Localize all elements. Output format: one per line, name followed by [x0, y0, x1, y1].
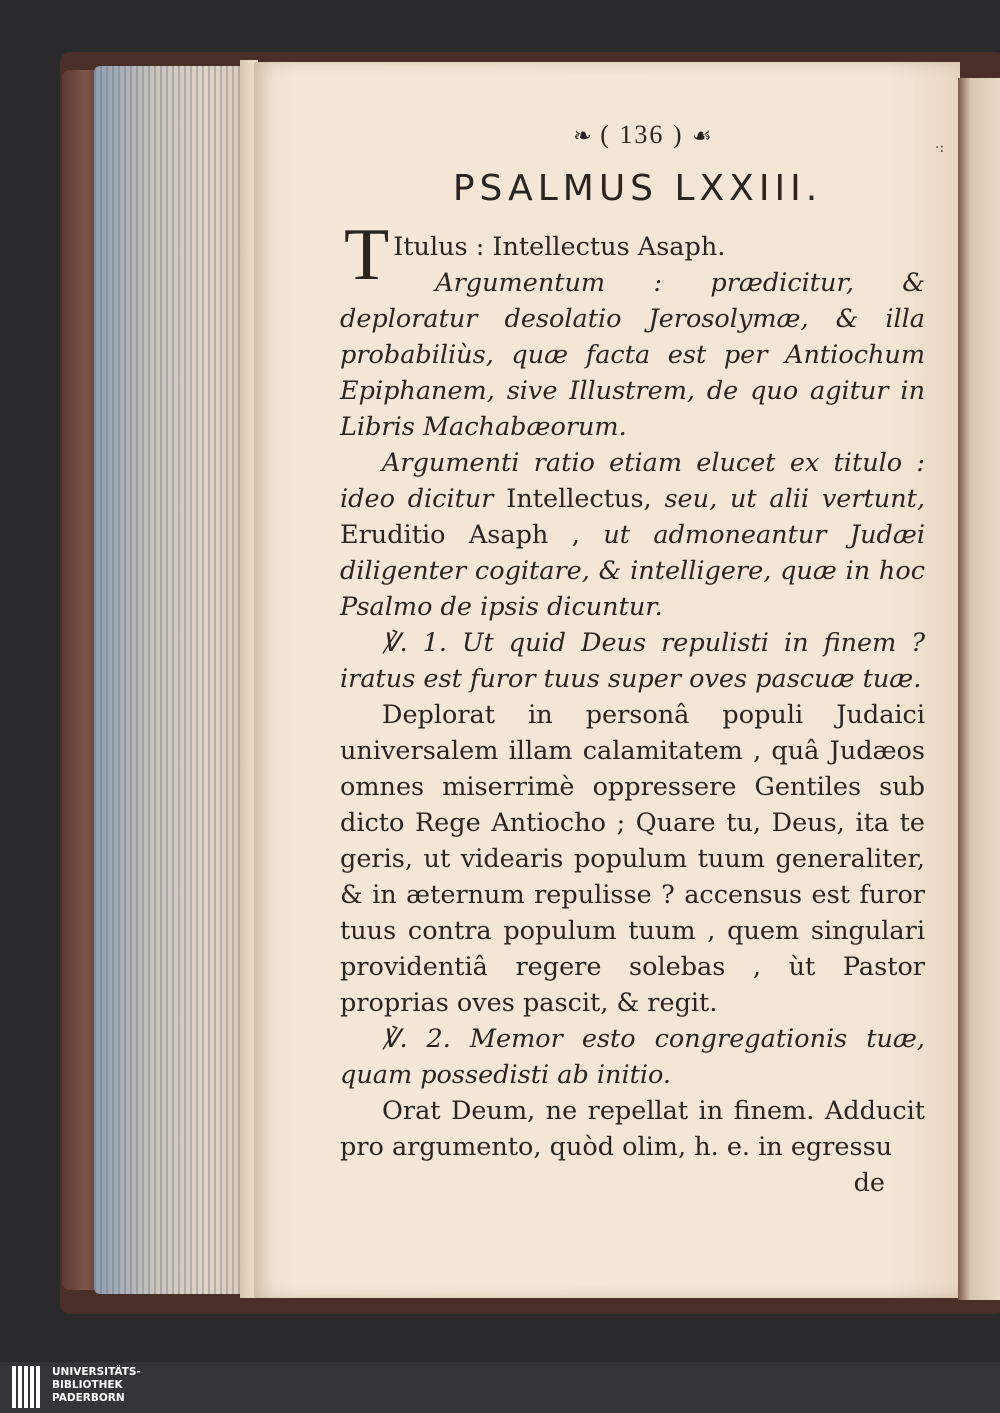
- verse-1: ℣. 1. Ut quid Deus repulisti in finem ? iratus est furor tuus super oves pascuæ tuæ.: [340, 628, 925, 694]
- ratio-text-5: ut admoneantur Judæi diligenter cogitare, & intelligere, quæ in hoc Psalmo de ipsis dicuntur.: [340, 520, 925, 622]
- margin-mark: ·:: [935, 140, 945, 156]
- left-ornament-icon: ❧: [573, 123, 592, 148]
- page-header: [360, 120, 925, 150]
- ratio-text-4: Eruditio Asaph ,: [340, 520, 580, 550]
- footer-bar: [0, 1362, 1000, 1413]
- verse-2: ℣. 2. Memor esto congregationis tuæ, quam possedisti ab initio.: [340, 1024, 925, 1090]
- commentary-1: Deplorat in personâ populi Judaici universalem illam calamitatem , quâ Judæos omnes miserrimè oppressere Gentiles sub dicto Rege Antiocho ; Quare tu, Deus, ita te geris, ut videaris populum tuum generaliter, & in æternum repulisse ? accensus est furor tuus contra populum tuum , quem singulari providentiâ regere solebas , ùt Pastor proprias oves pascit, & regit.: [340, 700, 925, 1018]
- titulus-text: Itulus : Intellectus Asaph.: [393, 232, 726, 262]
- catchword: de: [853, 1168, 885, 1198]
- logo-line-2: BIBLIOTHEK: [52, 1379, 123, 1391]
- drop-cap: T: [344, 214, 390, 296]
- page-text: [340, 120, 925, 1201]
- page-number: ( 136 ): [600, 120, 684, 149]
- commentary-2: Orat Deum, ne repellat in finem. Adducit pro argumento, quòd olim, h. e. in egressu: [340, 1096, 925, 1162]
- library-logo-icon: [12, 1366, 46, 1408]
- ratio-text-2: Intellectus,: [506, 484, 652, 514]
- ratio-text-3: seu, ut alii vertunt,: [664, 484, 926, 514]
- argumentum-paragraph: Argumentum : prædicitur, & deploratur desolatio Jerosolymæ, & illa probabiliùs, quæ facta est per Antiochum Epiphanem, sive Illustrem, de quo agitur in Libris Machabæorum.: [340, 268, 925, 442]
- facing-page-edge: [958, 78, 1000, 1300]
- page-edges: [94, 66, 254, 1294]
- logo-line-1: UNIVERSITÄTS-: [52, 1366, 141, 1378]
- titulus-paragraph: [340, 214, 925, 296]
- ratio-text-1: Argumenti ratio etiam elucet ex titulo : ideo dicitur: [340, 448, 925, 514]
- logo-line-3: PADERBORN: [52, 1392, 125, 1404]
- right-ornament-icon: ☙: [692, 123, 712, 148]
- library-logo-text: [52, 1366, 141, 1405]
- page-title: PSALMUS LXXIII.: [452, 168, 823, 209]
- ratio-paragraph: [340, 445, 925, 625]
